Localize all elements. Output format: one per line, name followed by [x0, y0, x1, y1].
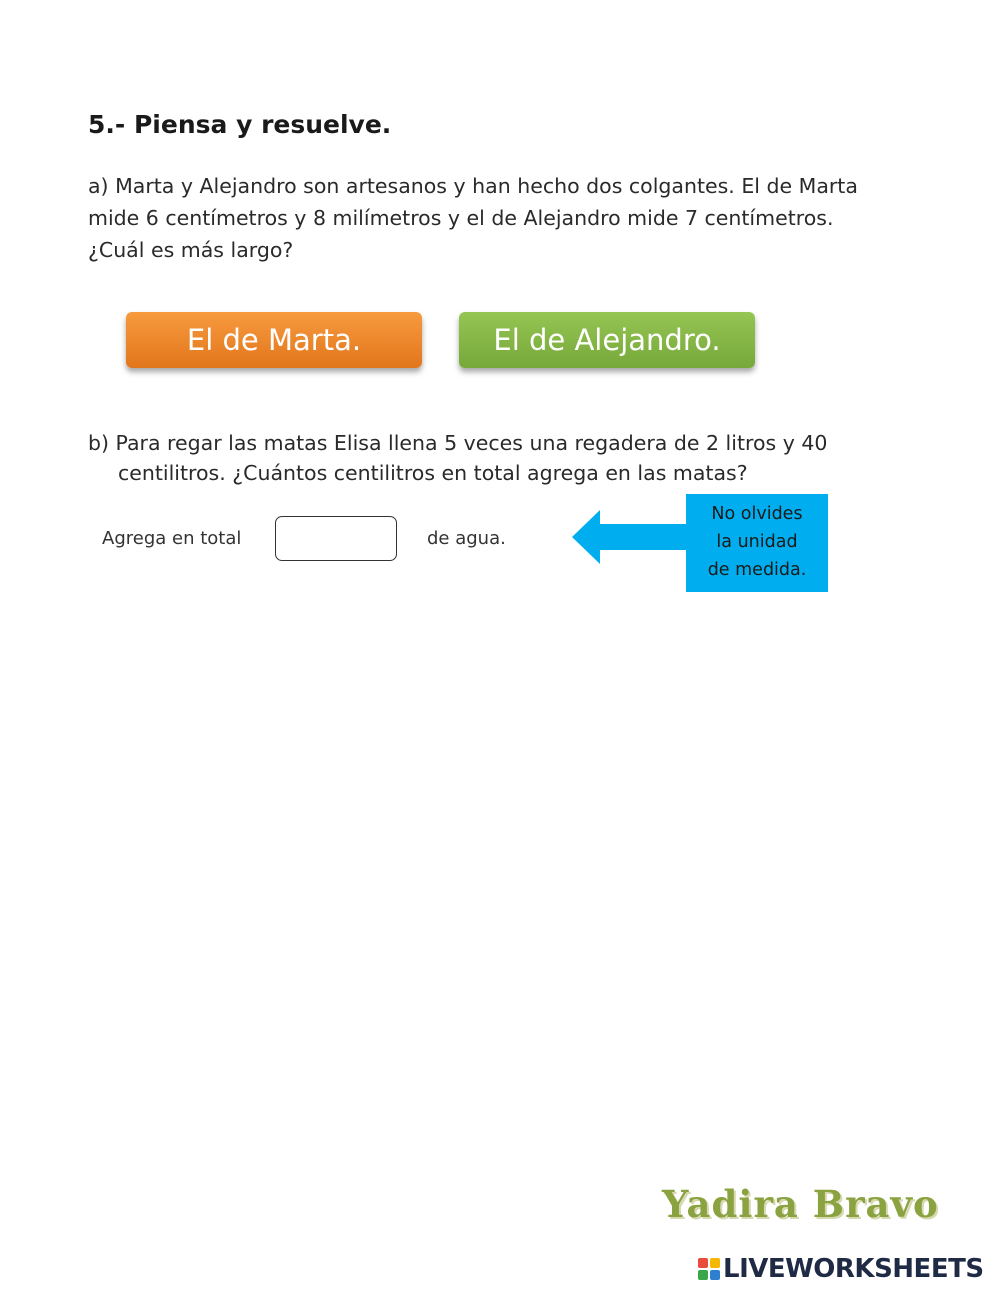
- arrow-left-icon: [572, 510, 690, 564]
- question-b-line: b) Para regar las matas Elisa llena 5 veces una regadera de 2 litros y 40: [88, 431, 828, 455]
- liveworksheets-brand-text: LIVEWORKSHEETS: [723, 1254, 984, 1284]
- answer-suffix-label: de agua.: [427, 528, 506, 549]
- question-b: [88, 428, 948, 488]
- unit-reminder-box: [686, 494, 828, 592]
- reminder-line: la unidad: [716, 532, 798, 552]
- question-a-line: a) Marta y Alejandro son artesanos y han hecho dos colgantes. El de Marta: [88, 174, 858, 198]
- liveworksheets-blocks-icon: [698, 1258, 720, 1280]
- reminder-line: de medida.: [707, 560, 807, 580]
- total-centiliters-input[interactable]: [275, 516, 397, 561]
- question-a: [88, 170, 938, 266]
- option-marta-button[interactable]: El de Marta.: [126, 312, 422, 368]
- question-a-line: ¿Cuál es más largo?: [88, 238, 294, 262]
- author-signature: Yadira Bravo: [662, 1182, 939, 1226]
- liveworksheets-logo[interactable]: [698, 1254, 984, 1284]
- option-alejandro-button[interactable]: El de Alejandro.: [459, 312, 755, 368]
- question-b-line: centilitros. ¿Cuántos centilitros en total agrega en las matas?: [118, 461, 748, 485]
- answer-prefix-label: Agrega en total: [102, 528, 242, 549]
- question-a-line: mide 6 centímetros y 8 milímetros y el de Alejandro mide 7 centímetros.: [88, 206, 834, 230]
- reminder-line: No olvides: [711, 504, 803, 524]
- exercise-title: 5.- Piensa y resuelve.: [88, 110, 392, 139]
